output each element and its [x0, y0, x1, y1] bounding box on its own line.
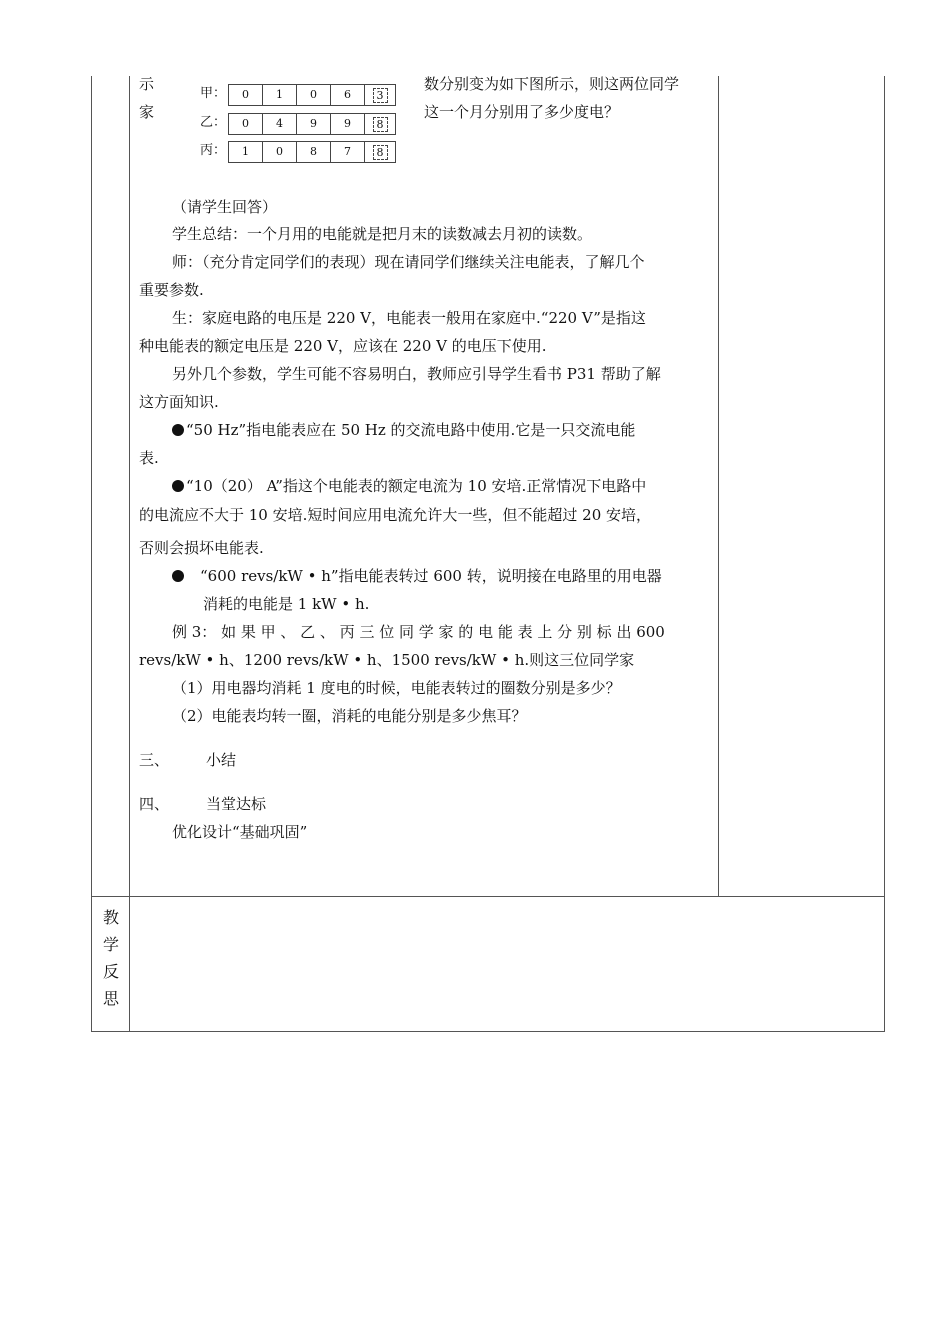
bullet-revs-line1: [172, 566, 662, 586]
table-bottom-border: [91, 1031, 885, 1032]
example3-question1: （1）用电器均消耗 1 度电的时候，电能表转过的圈数分别是多少？: [172, 679, 621, 697]
meter-jia: [228, 84, 396, 106]
bullet-dot-icon: [172, 424, 184, 436]
meter-label-bing: 丙：: [200, 143, 227, 158]
section-4-number: 四、: [139, 795, 170, 813]
paragraph-other-params-line2: 这方面知识.: [139, 393, 219, 411]
question-line-1: 数分别变为如下图所示，则这两位同学: [424, 75, 680, 93]
meter-digit: 7: [331, 142, 365, 162]
meter-digit: 0: [229, 114, 263, 134]
section-4-item: 优化设计“基础巩固”: [172, 823, 308, 841]
paragraph-student-summary: 学生总结：一个月用的电能就是把月末的读数减去月初的读数。: [172, 225, 593, 243]
meter-digit: 0: [263, 142, 297, 162]
meter-digit: 4: [263, 114, 297, 134]
paragraph-teacher-line2: 重要参数.: [139, 281, 204, 299]
table-col2-border: [718, 76, 719, 896]
bullet-frequency-line2: 表.: [139, 449, 159, 467]
bullet-frequency-text: “50 Hz”指电能表应在 50 Hz 的交流电路中使用.它是一只交流电能: [186, 421, 636, 439]
paragraph-student-voltage-line1: 生：家庭电路的电压是 220 V，电能表一般用在家庭中.“220 V”是指这: [172, 309, 646, 327]
meter-yi: [228, 113, 396, 135]
example3-question2: （2）电能表均转一圈，消耗的电能分别是多少焦耳？: [172, 707, 527, 725]
paragraph-student-voltage-line2: 种电能表的额定电压是 220 V，应该在 220 V 的电压下使用.: [139, 337, 547, 355]
meter-digit: 9: [331, 114, 365, 134]
meter-digit: 0: [297, 85, 331, 105]
meter-decimal: 8: [365, 142, 395, 162]
meter-bing: [228, 141, 396, 163]
section-3-number: 三、: [139, 751, 170, 769]
reflection-label-char-2: 学: [103, 935, 120, 954]
meter-digit: 8: [297, 142, 331, 162]
meter-digit: 9: [297, 114, 331, 134]
top-left-char-2: 家: [139, 103, 155, 121]
top-left-char-1: 示: [139, 75, 155, 93]
bullet-current-line3: 否则会损坏电能表.: [139, 539, 264, 557]
bullet-dot-icon: [172, 480, 184, 492]
section-3-title: 小结: [206, 751, 237, 769]
reflection-label-char-4: 思: [103, 989, 120, 1008]
meter-digit: 1: [229, 142, 263, 162]
paragraph-student-answer: （请学生回答）: [172, 198, 278, 216]
meter-label-jia: 甲：: [200, 86, 227, 101]
table-row-divider: [91, 896, 885, 897]
table-col1-border: [129, 76, 130, 1032]
bullet-current-line1: [172, 476, 646, 496]
table-left-border: [91, 76, 92, 1032]
bullet-current-line2: 的电流应不大于 10 安培.短时间应用电流允许大一些，但不能超过 20 安培，: [139, 506, 652, 524]
meter-digit: 0: [229, 85, 263, 105]
example3-line1: 例 3： 如 果 甲 、 乙 、 丙 三 位 同 学 家 的 电 能 表 上 分 别 标 出 600: [172, 623, 665, 641]
section-4-title: 当堂达标: [206, 795, 267, 813]
meter-digit: 1: [263, 85, 297, 105]
paragraph-other-params-line1: 另外几个参数，学生可能不容易明白，教师应引导学生看书 P31 帮助了解: [172, 365, 661, 383]
bullet-revs-line2: 消耗的电能是 1 kW • h.: [203, 595, 370, 613]
table-right-border: [884, 76, 885, 1032]
reflection-label-char-3: 反: [103, 962, 120, 981]
bullet-dot-icon: [172, 570, 184, 582]
meter-decimal: 8: [365, 114, 395, 134]
reflection-label-char-1: 教: [103, 908, 120, 927]
meter-label-yi: 乙：: [200, 115, 227, 130]
question-line-2: 这一个月分别用了多少度电？: [424, 103, 620, 121]
meter-digit: 6: [331, 85, 365, 105]
meter-decimal: 3: [365, 85, 395, 105]
example3-line2: revs/kW • h、1200 revs/kW • h、1500 revs/kW • h.则这三位同学家: [139, 651, 635, 669]
bullet-frequency-line1: [172, 420, 635, 440]
paragraph-teacher-line1: 师：（充分肯定同学们的表现）现在请同学们继续关注电能表，了解几个: [172, 253, 645, 271]
bullet-revs-text: “600 revs/kW • h”指电能表转过 600 转，说明接在电路里的用电器: [200, 567, 662, 585]
bullet-current-text: “10（20） A”指这个电能表的额定电流为 10 安培.正常情况下电路中: [186, 477, 647, 495]
